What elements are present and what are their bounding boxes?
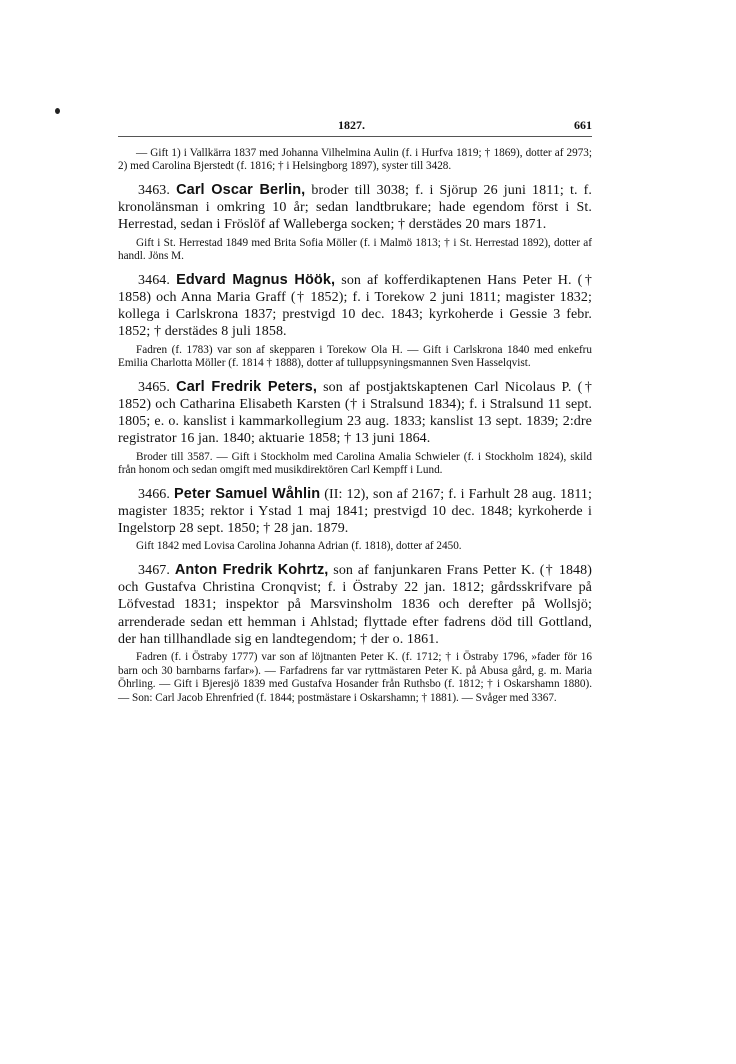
entry-name: Anton Fredrik Kohrtz, <box>174 561 329 578</box>
entry-3463 <box>118 182 592 264</box>
entry-3467 <box>118 562 592 705</box>
entry-body: son af kofferdikaptenen Hans Peter H. († 1858) och Anna Maria Graff († 1852); f. i Torekow 2 juni 1811; magister 1832; kollega i Carlskrona 1837; prestvigd 10 dec. 1843; kyrkoherde i Gessie 3 febr. 1852; † derstädes 8 juli 1858. <box>118 272 593 340</box>
entry-note: Gift 1842 med Lovisa Carolina Johanna Adrian (f. 1818), dotter af 2450. <box>136 540 462 553</box>
intro-note: — Gift 1) i Vallkärra 1837 med Johanna Vilhelmina Aulin (f. i Hurfva 1819; † 1869), dotter af 2973; 2) med Carolina Bjerstedt (f. 1816; † i Helsingborg 1897), syster till 3428. <box>118 147 592 173</box>
entry-text <box>118 486 592 538</box>
entry-note: Fadren (f. 1783) var son af skepparen i Torekow Ola H. — Gift i Carlskrona 1840 med enkefru Emilia Charlotta Möller (f. 1814 † 1888), dotter af tulluppsyningsmannen Sven Hasselqvist. <box>118 343 592 370</box>
entry-name: Peter Samuel Wåhlin <box>174 485 321 502</box>
entry-text <box>118 182 592 234</box>
entry-text <box>118 272 592 341</box>
entry-3465 <box>118 379 592 478</box>
entry-number: 3464. <box>138 272 170 288</box>
entry-note: Fadren (f. i Östraby 1777) var son af löjtnanten Peter K. (f. 1712; † i Östraby 1796, »fader för 16 barn och 30 barnbarns farfar»). — Farfadrens far var ryttmästaren Peter K. på Abusa gård, g. m. Maria Öhrling. — Gift i Bjeresjö 1839 med Gustafva Hosander från Ruthsbo (f. 1812; † i Oskarshamn 1880). — Son: Carl Jacob Ehrenfried (f. 1844; postmästare i Oskarshamn; † 1881). — Svåger med 3367. <box>118 651 592 704</box>
entry-number: 3465. <box>138 379 170 395</box>
page-header <box>118 118 592 137</box>
entry-body: son af fanjunkaren Frans Petter K. († 1848) och Gustafva Christina Cronqvist; f. i Östraby 22 jan. 1812; gårdsskrifvare på Löfvestad 1831; inspektor på Marsvinsholm 1836 och derefter på Wollsjö; arrenderade sedan ett hemman i Ahlstad; flyttade efter fadrens död till Gottland, der han tillhandlade sig en landtegendom; † der o. 1861. <box>118 562 593 647</box>
page <box>118 118 592 713</box>
entry-body: (II: 12), son af 2167; f. i Farhult 28 aug. 1811; magister 1835; rektor i Ystad 1 maj 1841; prestvigd 10 dec. 1848; kyrkoherde i Ingelstorp 28 sept. 1850; † 28 jan. 1879. <box>118 486 593 537</box>
entry-name: Carl Fredrik Peters, <box>176 378 317 395</box>
entry-note: Gift i St. Herrestad 1849 med Brita Sofia Möller (f. i Malmö 1813; † i St. Herrestad 1892), dotter af handl. Jöns M. <box>118 236 592 263</box>
entry-body: son af postjaktskaptenen Carl Nicolaus P. († 1852) och Catharina Elisabeth Karsten († i Stralsund 1834); f. i Stralsund 11 sept. 1805; e. o. kanslist i kammarkollegium 23 aug. 1833; kanslist 13 sept. 1839; 2:dre registrator 16 jan. 1840; aktuarie 1858; † 13 juni 1864. <box>118 379 592 447</box>
entry-name: Carl Oscar Berlin, <box>176 181 306 198</box>
entry-text <box>118 562 592 648</box>
entry-text <box>118 379 592 448</box>
entry-note: Broder till 3587. — Gift i Stockholm med Carolina Amalia Schwieler (f. i Stockholm 1824), skild från honom och sedan omgift med musikdirektören Carl Kempff i Lund. <box>118 450 592 477</box>
entry-number: 3467. <box>138 562 170 578</box>
page-number: 661 <box>574 118 592 132</box>
entry-number: 3466. <box>138 486 170 502</box>
entry-body: broder till 3038; f. i Sjörup 26 juni 1811; t. f. kronolänsman i omkring 10 år; sedan landtbrukare; hade egendom först i St. Herrestad, sedan i Fröslöf af Walleberga socken; † derstädes 20 mars 1871. <box>118 182 592 233</box>
entry-3464 <box>118 272 592 371</box>
entry-number: 3463. <box>138 182 170 198</box>
margin-dot <box>55 108 60 114</box>
header-year: 1827. <box>338 118 365 132</box>
entry-name: Edvard Magnus Höök, <box>176 271 336 288</box>
entry-3466 <box>118 486 592 554</box>
